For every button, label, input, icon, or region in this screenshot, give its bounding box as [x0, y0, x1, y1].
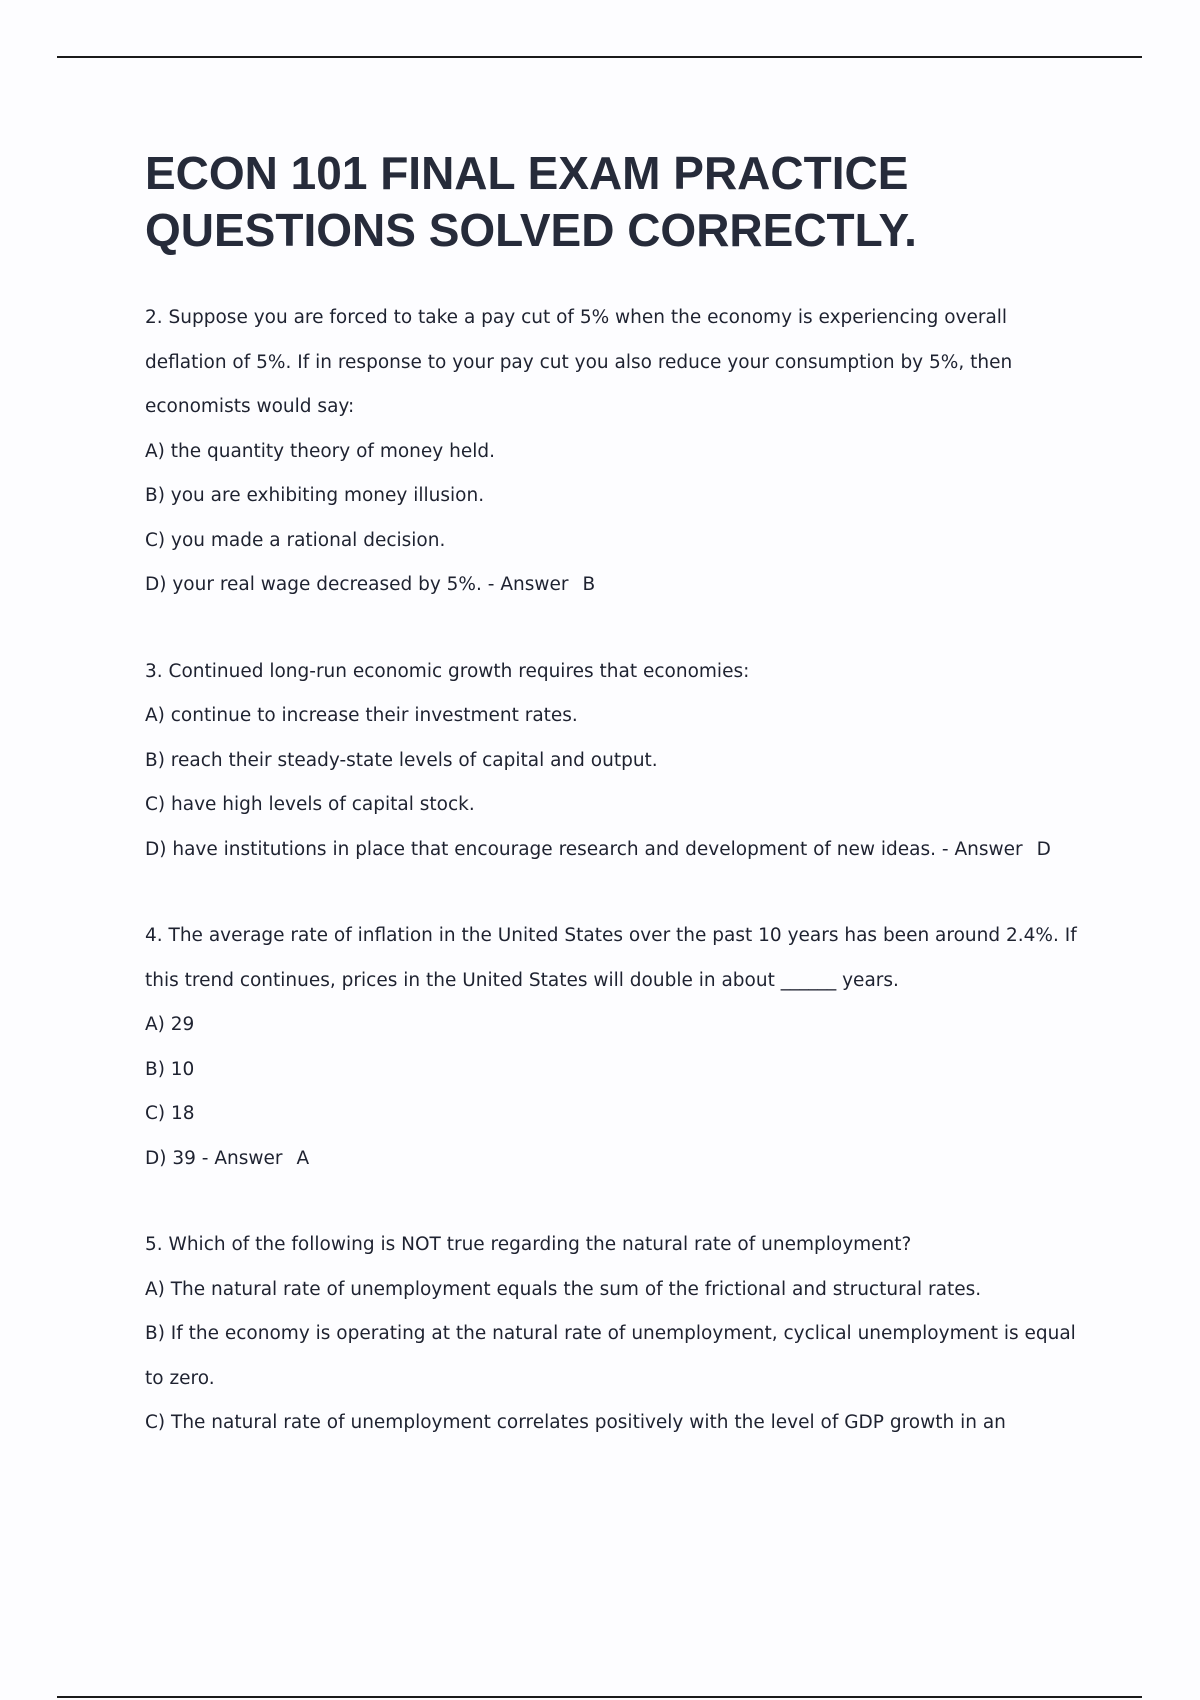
- question-stem: 4. The average rate of inflation in the United States over the past 10 years has been around 2.4%. If this trend continues, prices in the United States will double in about ______ years.: [145, 925, 1077, 991]
- option-d: [145, 1137, 1090, 1182]
- question-stem: 2. Suppose you are forced to take a pay cut of 5% when the economy is experiencing overall deflation of 5%. If in response to your pay cut you also reduce your consumption by 5%, then economists would say:: [145, 307, 1013, 417]
- option-b: B) If the economy is operating at the natural rate of unemployment, cyclical unemployment is equal to zero.: [145, 1323, 1076, 1389]
- bottom-divider: [57, 1696, 1142, 1698]
- option-c: C) you made a rational decision.: [145, 529, 446, 551]
- option-a: A) continue to increase their investment rates.: [145, 705, 578, 726]
- option-b: B) you are exhibiting money illusion.: [145, 485, 485, 506]
- option-c: C) have high levels of capital stock.: [145, 794, 475, 815]
- option-b: B) 10: [145, 1058, 195, 1080]
- option-c: C) The natural rate of unemployment correlates positively with the level of GDP growth in an: [145, 1412, 1006, 1433]
- option-d: [145, 563, 1090, 608]
- option-d-text: D) 39 - Answer: [145, 1147, 283, 1169]
- question-stem: 3. Continued long-run economic growth requires that economies:: [145, 660, 750, 682]
- top-divider: [57, 56, 1142, 58]
- question-item: [145, 296, 1090, 608]
- option-a: A) the quantity theory of money held.: [145, 440, 495, 462]
- option-d-text: D) your real wage decreased by 5%. - Answer: [145, 574, 569, 595]
- option-d: [145, 828, 1090, 873]
- question-list: [145, 296, 1090, 1488]
- option-c: C) 18: [145, 1103, 195, 1124]
- question-item: [145, 1223, 1090, 1446]
- question-stem: 5. Which of the following is NOT true regarding the natural rate of unemployment?: [145, 1234, 912, 1255]
- answer-value: B: [582, 574, 596, 595]
- page-title: ECON 101 FINAL EXAM PRACTICE QUESTIONS SOLVED CORRECTLY.: [145, 147, 917, 256]
- answer-value: A: [296, 1147, 310, 1169]
- option-a: A) The natural rate of unemployment equals the sum of the frictional and structural rates.: [145, 1278, 982, 1300]
- option-d-text: D) have institutions in place that encourage research and development of new ideas. - Answer: [145, 838, 1023, 860]
- option-b: B) reach their steady-state levels of capital and output.: [145, 749, 658, 771]
- question-item: [145, 650, 1090, 873]
- question-item: [145, 914, 1090, 1181]
- option-a: A) 29: [145, 1014, 195, 1035]
- answer-value: D: [1036, 838, 1051, 860]
